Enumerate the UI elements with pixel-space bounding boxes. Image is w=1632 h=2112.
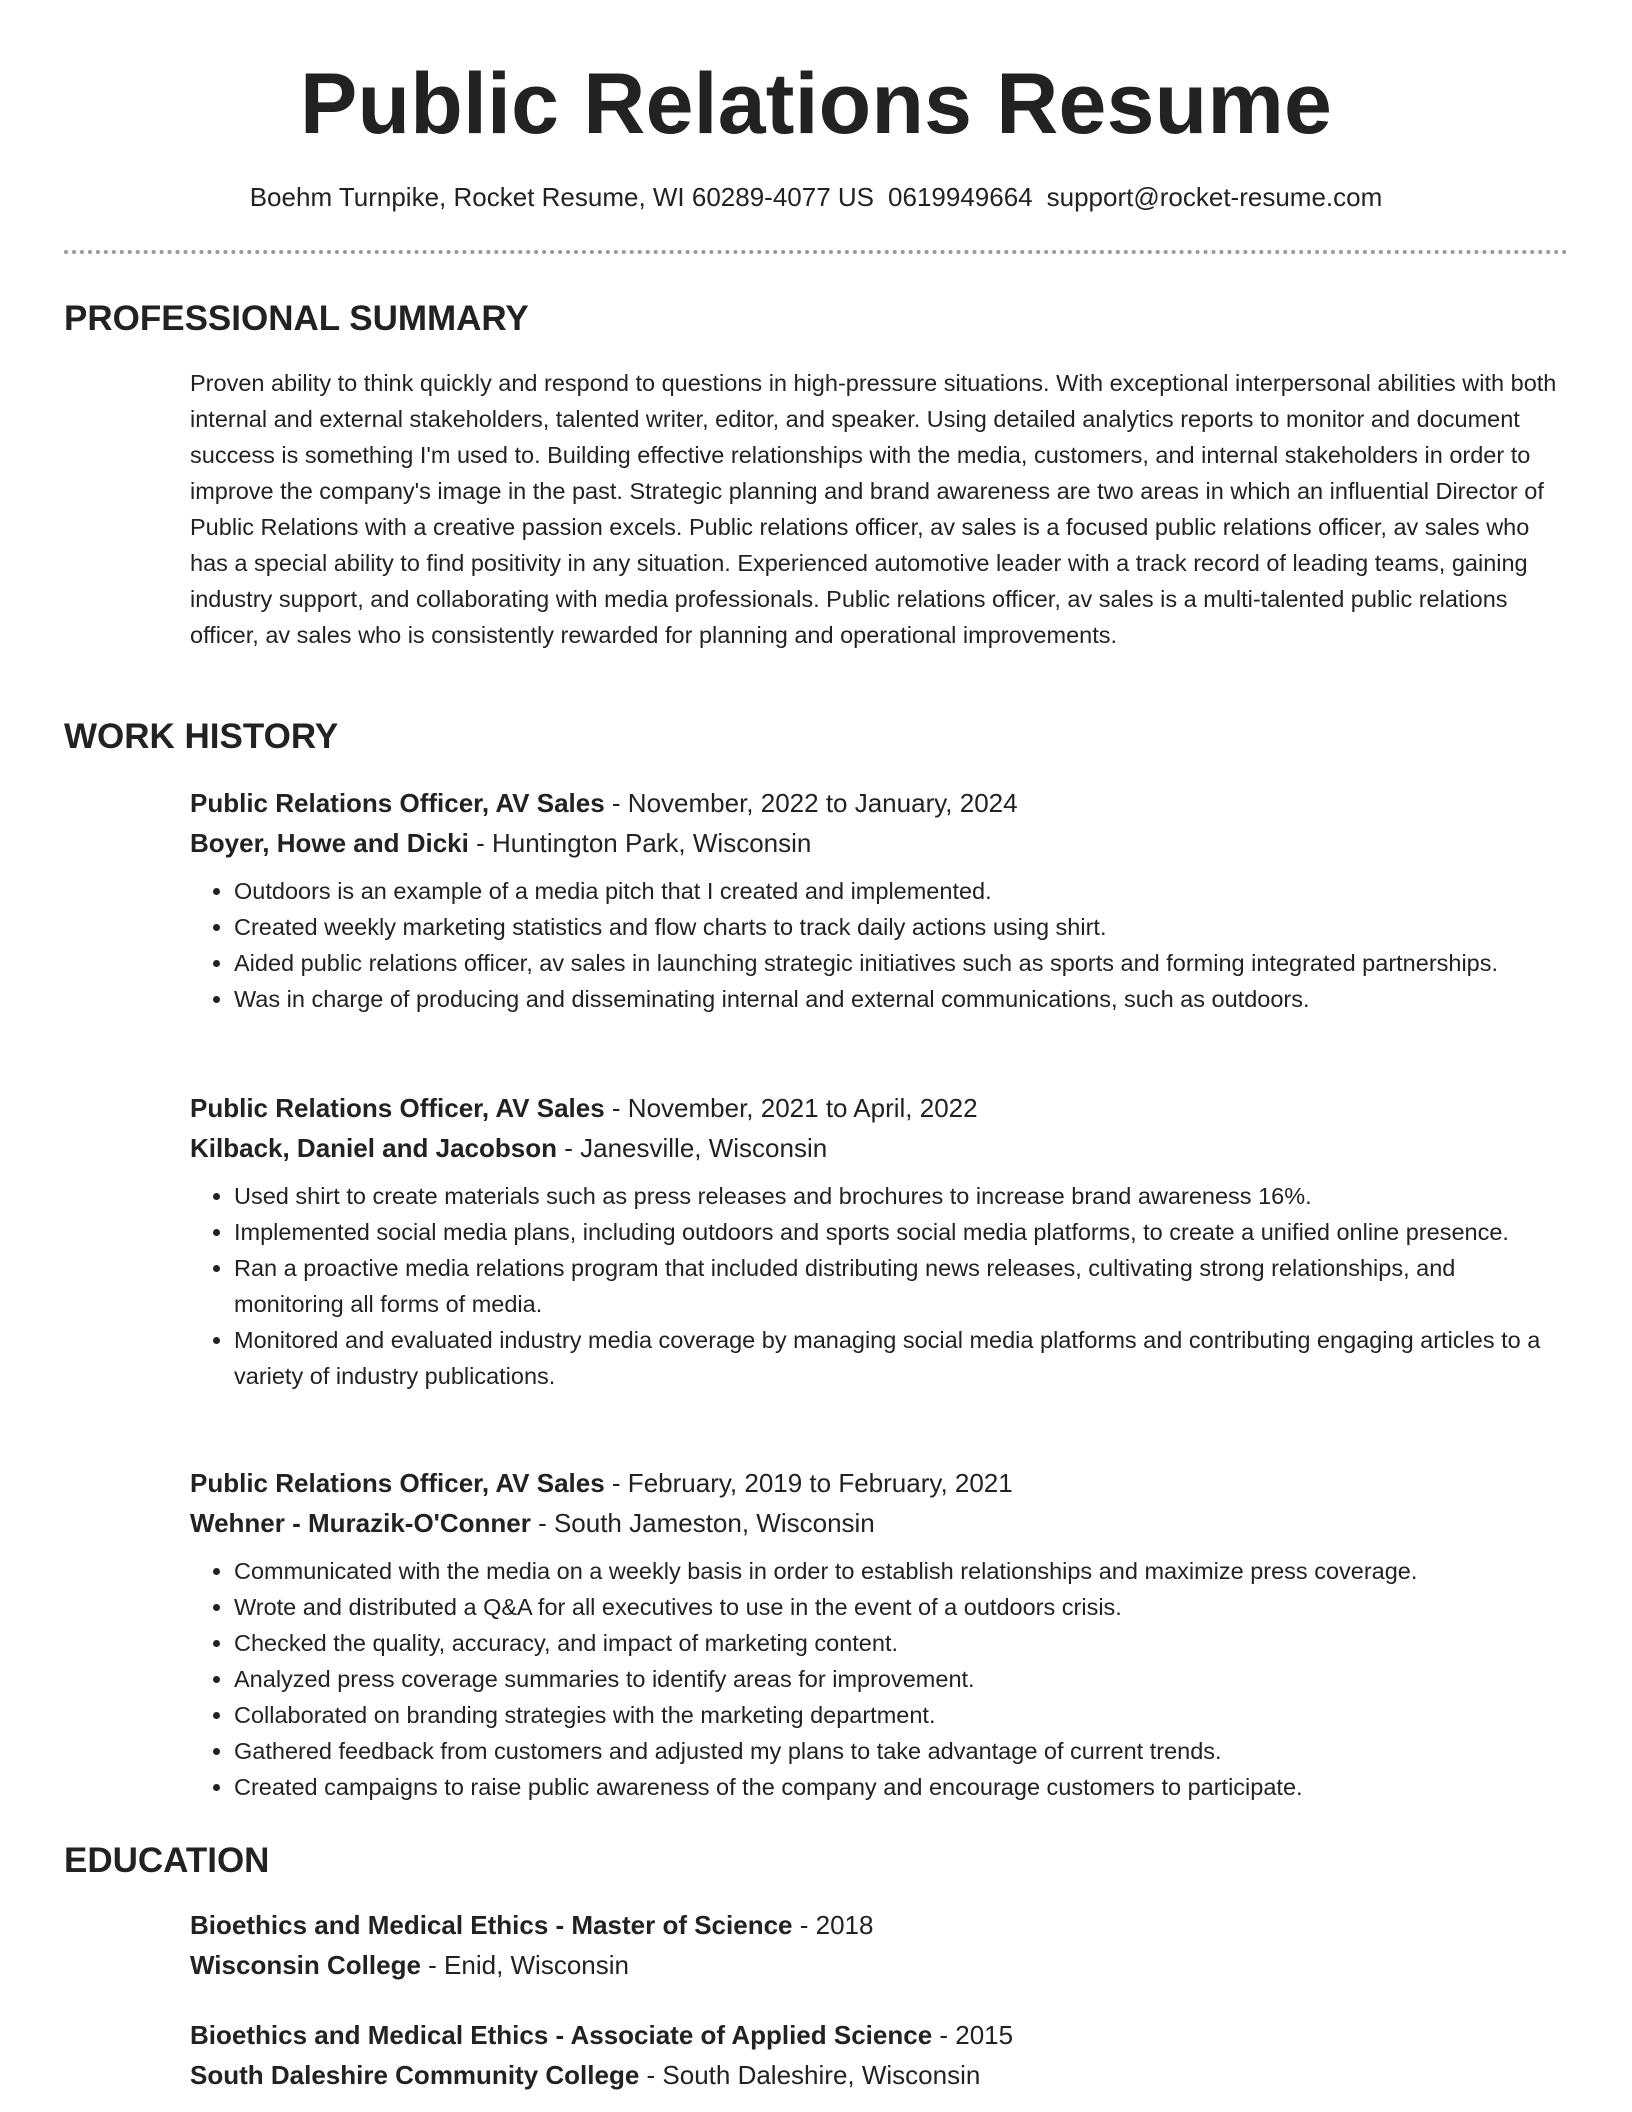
job-entry [190, 783, 1570, 1017]
job-bullets [190, 873, 1570, 1017]
contact-line [64, 180, 1568, 214]
education-entry [190, 2015, 1570, 2095]
education-school: Wisconsin College [190, 1950, 421, 1980]
education-degree-line [190, 2015, 1570, 2055]
list-item: • Wrote and distributed a Q&A for all executives to use in the event of a outdoors crisis. [234, 1589, 1570, 1625]
job-location: - Janesville, Wisconsin [557, 1133, 828, 1163]
resume-page [64, 0, 1568, 2090]
list-item: • Analyzed press coverage summaries to identify areas for improvement. [234, 1661, 1570, 1697]
list-item: • Collaborated on branding strategies with the marketing department. [234, 1697, 1570, 1733]
education-entry [190, 1905, 1570, 1985]
education-degree: Bioethics and Medical Ethics - Master of Science [190, 1910, 793, 1940]
job-company-line [190, 1128, 1570, 1168]
list-item: • Used shirt to create materials such as press releases and brochures to increase brand awareness 16%. [234, 1178, 1570, 1214]
job-title-line [190, 1463, 1570, 1503]
list-item: • Implemented social media plans, including outdoors and sports social media platforms, to create a unified online presence. [234, 1214, 1570, 1250]
education-school: South Daleshire Community College [190, 2060, 640, 2090]
job-title-line [190, 783, 1570, 823]
job-title: Public Relations Officer, AV Sales [190, 1468, 605, 1498]
header-divider [64, 250, 1568, 254]
list-item: • Communicated with the media on a weekly basis in order to establish relationships and maximize press coverage. [234, 1553, 1570, 1589]
job-dates: - November, 2021 to April, 2022 [604, 1093, 978, 1123]
education-location: - South Daleshire, Wisconsin [639, 2060, 981, 2090]
contact-address: Boehm Turnpike, Rocket Resume, WI 60289-4077 US [249, 182, 875, 212]
job-dates: - February, 2019 to February, 2021 [604, 1468, 1013, 1498]
list-item: • Aided public relations officer, av sales in launching strategic initiatives such as sports and forming integrated partnerships. [234, 945, 1570, 981]
list-item: • Created weekly marketing statistics and flow charts to track daily actions using shirt. [234, 909, 1570, 945]
education-school-line [190, 1945, 1570, 1985]
job-company-line [190, 823, 1570, 863]
list-item: • Gathered feedback from customers and adjusted my plans to take advantage of current trends. [234, 1733, 1570, 1769]
education-location: - Enid, Wisconsin [420, 1950, 629, 1980]
job-location: - South Jameston, Wisconsin [530, 1508, 875, 1538]
job-company: Kilback, Daniel and Jacobson [190, 1133, 557, 1163]
section-heading-work-history: WORK HISTORY [64, 717, 339, 756]
list-item: • Created campaigns to raise public awareness of the company and encourage customers to participate. [234, 1769, 1570, 1805]
section-heading-summary: PROFESSIONAL SUMMARY [64, 299, 529, 338]
education-degree: Bioethics and Medical Ethics - Associate of Applied Science [190, 2020, 933, 2050]
contact-email: support@rocket-resume.com [1046, 182, 1383, 212]
list-item: • Outdoors is an example of a media pitch that I created and implemented. [234, 873, 1570, 909]
job-company: Wehner - Murazik-O'Conner [190, 1508, 531, 1538]
job-entry [190, 1088, 1570, 1394]
job-title: Public Relations Officer, AV Sales [190, 788, 605, 818]
education-school-line [190, 2055, 1570, 2095]
section-heading-education: EDUCATION [64, 1841, 270, 1880]
list-item: • Monitored and evaluated industry media coverage by managing social media platforms and contributing engaging articles to a variety of industry publications. [234, 1322, 1570, 1394]
list-item: • Was in charge of producing and disseminating internal and external communications, such as outdoors. [234, 981, 1570, 1017]
list-item: • Ran a proactive media relations program that included distributing news releases, cultivating strong relationships, and monitoring all forms of media. [234, 1250, 1570, 1322]
job-entry [190, 1463, 1570, 1805]
job-dates: - November, 2022 to January, 2024 [604, 788, 1018, 818]
job-title-line [190, 1088, 1570, 1128]
summary-text: Proven ability to think quickly and respond to questions in high-pressure situations. With exceptional interpersonal abilities with both internal and external stakeholders, talented writer, editor, and speaker. Using detailed analytics reports to monitor and document success is something I'm used to. Building effective relationships with the media, customers, and internal stakeholders in order to improve the company's image in the past. Strategic planning and brand awareness are two areas in which an influential Director of Public Relations with a creative passion excels. Public relations officer, av sales is a focused public relations officer, av sales who has a special ability to find positivity in any situation. Experienced automotive leader with a track record of leading teams, gaining industry support, and collaborating with media professionals. Public relations officer, av sales is a multi-talented public relations officer, av sales who is consistently rewarded for planning and operational improvements. [190, 370, 1557, 648]
job-bullets [190, 1178, 1570, 1394]
job-title: Public Relations Officer, AV Sales [190, 1093, 605, 1123]
job-bullets [190, 1553, 1570, 1805]
job-company: Boyer, Howe and Dicki [190, 828, 469, 858]
education-degree-line [190, 1905, 1570, 1945]
contact-phone: 0619949664 [888, 182, 1033, 212]
list-item: • Checked the quality, accuracy, and impact of marketing content. [234, 1625, 1570, 1661]
resume-title: Public Relations Resume [299, 56, 1333, 152]
job-location: - Huntington Park, Wisconsin [468, 828, 812, 858]
education-year: - 2015 [932, 2020, 1014, 2050]
education-year: - 2018 [792, 1910, 874, 1940]
job-company-line [190, 1503, 1570, 1543]
